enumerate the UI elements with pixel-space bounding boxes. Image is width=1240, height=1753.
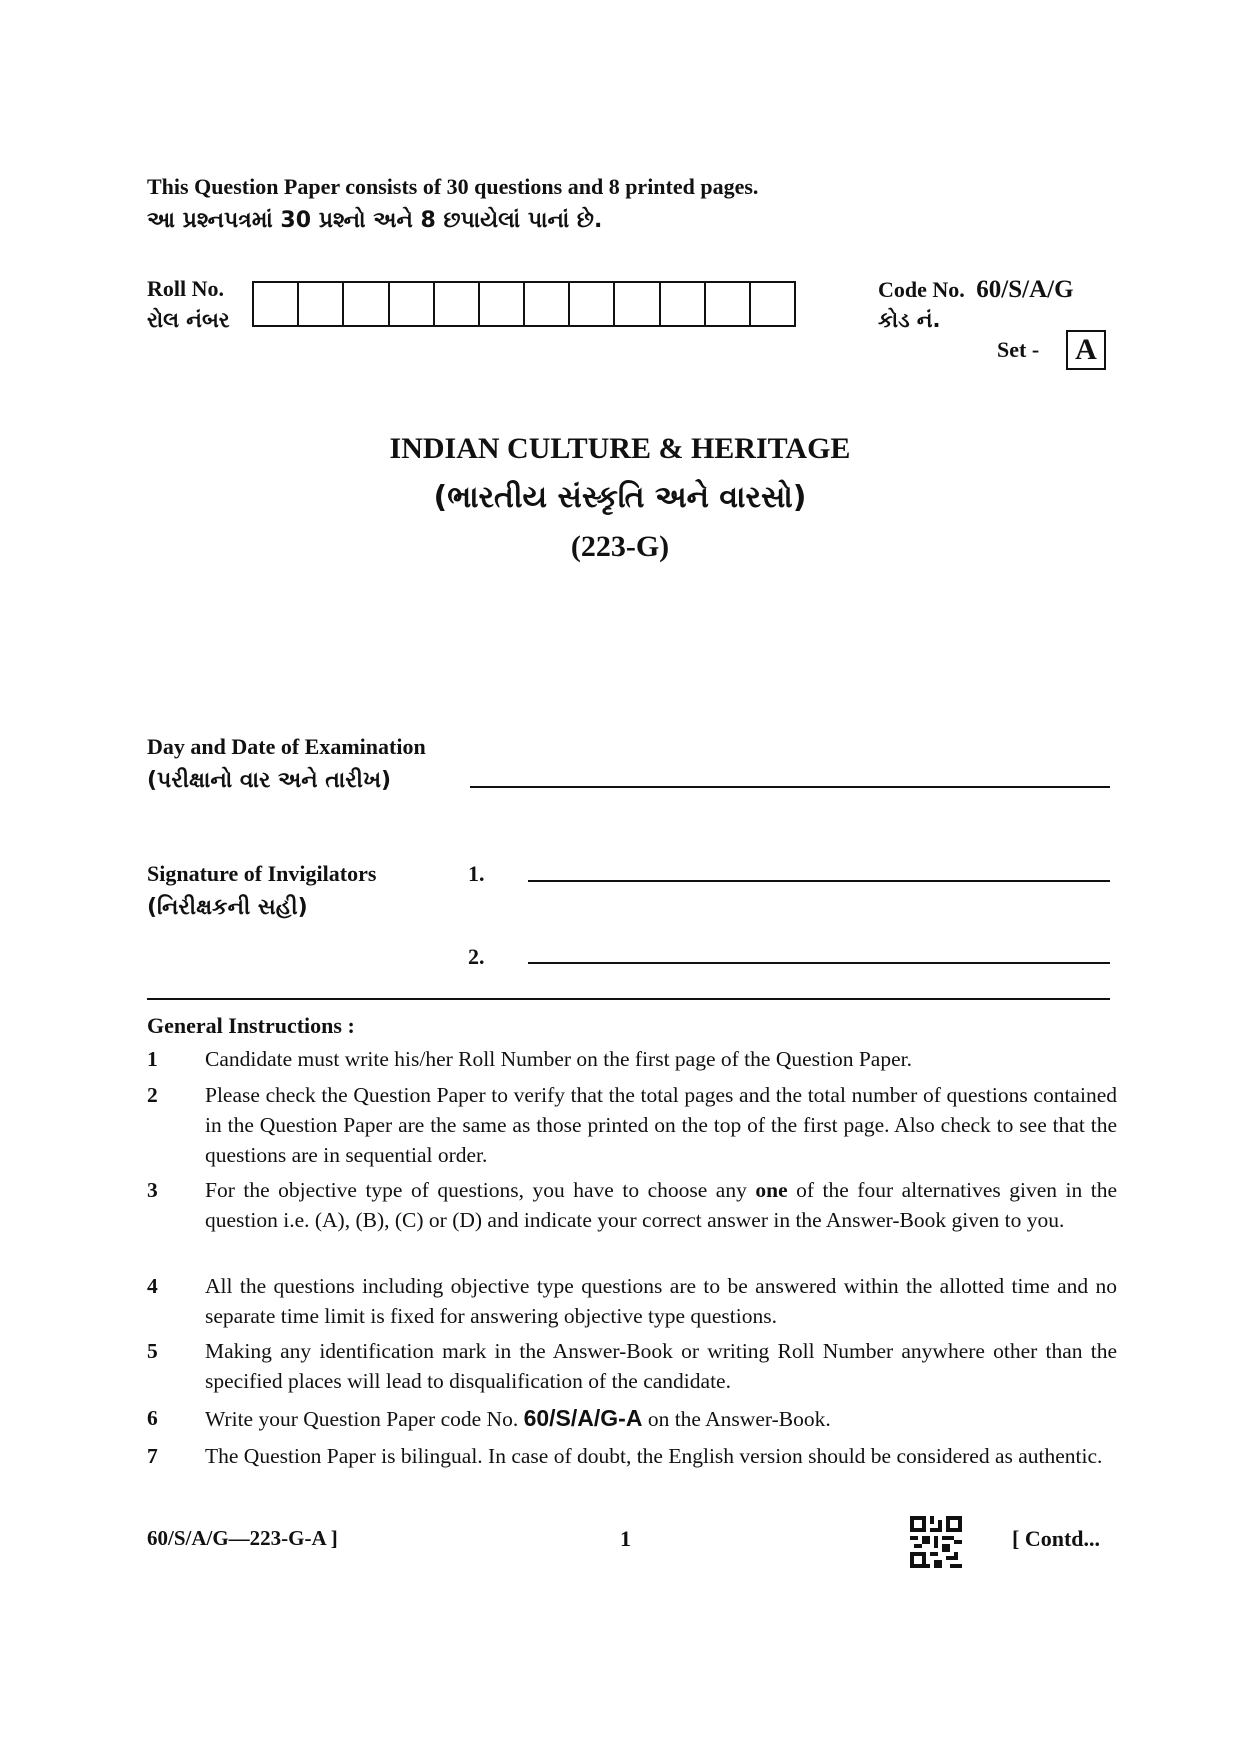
instruction-emphasis: one [755,1178,788,1202]
instruction-text: Making any identification mark in the Answer-Book or writing Roll Number anywhere other than the specified places will lead to disqualification of the candidate. [205,1339,1117,1393]
code-number-label: Code No. [878,277,965,302]
instruction-text: The Question Paper is bilingual. In case of doubt, the English version should be considered as authentic. [205,1444,1103,1468]
instruction-number: 2 [147,1083,158,1107]
roll-digit-box[interactable] [390,283,435,325]
instruction-item [147,1441,1117,1471]
exam-date-label: Day and Date of Examination [147,734,426,759]
roll-number-label-gujarati: રોલ નંબર [147,308,230,332]
invigilator-1-signature-line[interactable] [528,880,1110,882]
page-number: 1 [620,1526,631,1551]
instruction-item [147,1044,1117,1074]
roll-digit-box[interactable] [254,283,299,325]
instruction-number: 4 [147,1274,158,1298]
roll-digit-box[interactable] [480,283,525,325]
instruction-number: 7 [147,1444,158,1468]
set-value-box: A [1066,330,1106,370]
instruction-item [147,1080,1117,1170]
roll-digit-box[interactable] [706,283,751,325]
subject-code: (223-G) [570,530,670,563]
qr-code-icon [910,1516,962,1568]
code-number-label-gujarati: કોડ નં. [878,308,941,332]
instruction-item [147,1336,1117,1396]
instruction-text [205,1175,1117,1235]
invigilator-slot-2-label: 2. [468,944,485,969]
pages-info-gujarati: આ પ્રશ્નપત્રમાં 30 પ્રશ્નો અને 8 છપાયેલાં પાનાં છે. [147,208,603,233]
roll-digit-box[interactable] [661,283,706,325]
instruction-number: 3 [147,1178,158,1202]
subject-title: INDIAN CULTURE & HERITAGE [389,432,851,465]
roll-digit-box[interactable] [299,283,344,325]
instruction-item [147,1403,1117,1434]
roll-digit-box[interactable] [615,283,660,325]
instruction-text [205,1403,1117,1434]
set-label: Set - [997,337,1040,362]
instructions-heading: General Instructions : [147,1013,355,1038]
code-number-block [878,276,1074,304]
roll-digit-box[interactable] [751,283,794,325]
instruction-text-part: on the Answer-Book. [642,1407,831,1431]
instruction-item [147,1271,1117,1331]
roll-digit-box[interactable] [435,283,480,325]
instruction-item [147,1175,1117,1235]
roll-digit-box[interactable] [344,283,389,325]
invigilator-2-signature-line[interactable] [528,962,1110,964]
code-number-value: 60/S/A/G [976,276,1074,303]
roll-digit-box[interactable] [525,283,570,325]
invigilator-slot-1-label: 1. [468,861,485,886]
roll-digit-box[interactable] [570,283,615,325]
instruction-text: All the questions including objective type questions are to be answered within the allotted time and no separate time limit is fixed for answering objective type questions. [205,1274,1117,1328]
roll-number-boxes[interactable] [252,281,796,327]
continued-marker: [ Contd... [1012,1526,1101,1551]
invigilator-signature-label: Signature of Invigilators [147,861,377,886]
subject-title-gujarati: (ભારતીય સંસ્કૃતિ અને વારસો) [433,480,807,515]
instruction-number: 1 [147,1047,158,1071]
footer-paper-code: 60/S/A/G—223-G-A ] [147,1526,338,1550]
invigilator-signature-label-gujarati: (નિરીક્ષકની સહી) [147,895,308,920]
instruction-text: Please check the Question Paper to verify that the total pages and the total number of questions contained in the Question Paper are the same as those printed on the top of the first page. Also check to see that the questions are in sequential order. [205,1083,1117,1167]
instruction-text-part: Write your Question Paper code No. [205,1407,524,1431]
instruction-number: 6 [147,1406,158,1430]
exam-date-line[interactable] [470,786,1110,788]
roll-number-label: Roll No. [147,276,224,301]
exam-date-label-gujarati: (પરીક્ષાનો વાર અને તારીખ) [147,768,392,793]
section-divider [147,998,1110,1000]
instruction-emphasis: 60/S/A/G-A [523,1405,643,1431]
instruction-text-part: of the four alternatives given in the question i.e. (A), (B), (C) or (D) and indicate your correct answer in the Answer-Book given to you. [205,1178,1118,1232]
instruction-text-part: For the objective type of questions, you have to choose any [205,1178,756,1202]
pages-info-english: This Question Paper consists of 30 questions and 8 printed pages. [147,174,759,199]
instruction-text: Candidate must write his/her Roll Number on the first page of the Question Paper. [205,1047,912,1071]
instruction-number: 5 [147,1339,158,1363]
